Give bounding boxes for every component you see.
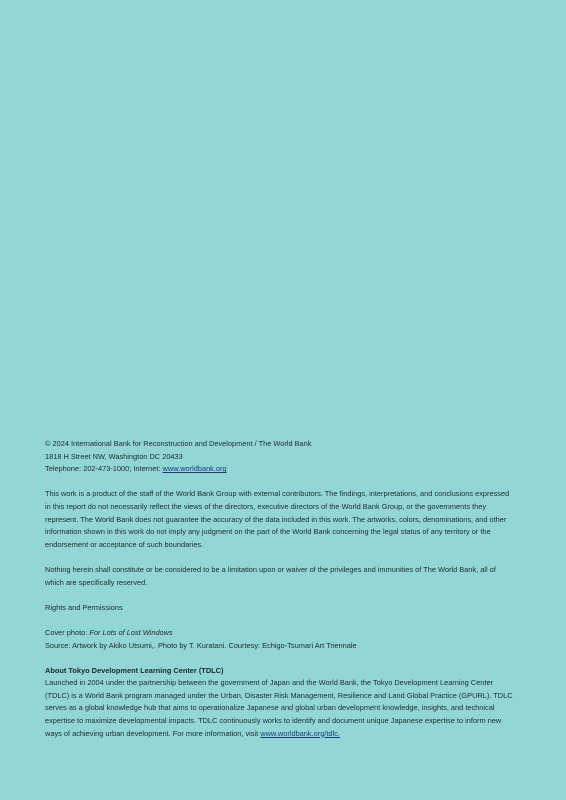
spacer [45, 589, 513, 602]
cover-credit [45, 627, 513, 652]
contact-line [45, 463, 513, 476]
copyright-content [45, 438, 513, 740]
cover-source: Source: Artwork by Akiko Utsumi,. Photo by T. Kuratani. Courtesy: Echigo-Tsumari Art Triennale [45, 640, 357, 650]
copyright-block [45, 438, 513, 476]
rights-heading: Rights and Permissions [45, 602, 123, 612]
cover-prefix: Cover photo: [45, 627, 90, 637]
disclaimer-paragraph: This work is a product of the staff of the World Bank Group with external contributors. The findings, interpretations, and conclusions expressed in this report do not necessarily reflect the views of the directors, executive directors of the World Bank Group, or the governments they represent. The World Bank does not guarantee the accuracy of the data included in this work. The artworks, colors, denominations, and other information shown in this work do not imply any judgment on the part of the World Bank concerning the legal status of any territory or the endorsement or acceptance of such boundaries. [45, 489, 510, 549]
tdlc-text: Launched in 2004 under the partnership between the government of Japan and the World Bank, the Tokyo Development Learning Center (TDLC) is a World Bank program managed under the Urban, Disaster Risk Management, Resilience and Land Global Practice (GPURL). TDLC serves as a global knowledge hub that aims to operationalize Japanese and global urban development knowledge, insights, and technical expertise to maximize developmental impacts. TDLC continuously works to identify and document unique Japanese expertise to inform new ways of achieving urban development. For more information, visit [45, 678, 513, 738]
tdlc-section [45, 665, 513, 741]
contact-prefix: Telephone: 202-473-1000; Internet: [45, 464, 163, 474]
address-line: 1818 H Street NW, Washington DC 20433 [45, 451, 183, 461]
tdlc-paragraph [45, 677, 513, 740]
cover-photo-line [45, 627, 513, 640]
worldbank-link[interactable]: www.worldbank.org [162, 464, 227, 474]
spacer [45, 614, 513, 627]
copyright-line: © 2024 International Bank for Reconstruction and Development / The World Bank [45, 439, 312, 448]
tdlc-heading: About Tokyo Development Learning Center (TDLC) [45, 665, 224, 675]
spacer [45, 652, 513, 665]
immunities-paragraph: Nothing herein shall constitute or be considered to be a limitation upon or waiver of the privileges and immunities of The World Bank, all of which are specifically reserved. [45, 564, 496, 587]
tdlc-link[interactable]: www.worldbank.org/tdlc. [260, 728, 340, 738]
spacer [45, 551, 513, 564]
spacer [45, 476, 513, 489]
cover-title: For Lots of Lost Windows [89, 627, 173, 637]
